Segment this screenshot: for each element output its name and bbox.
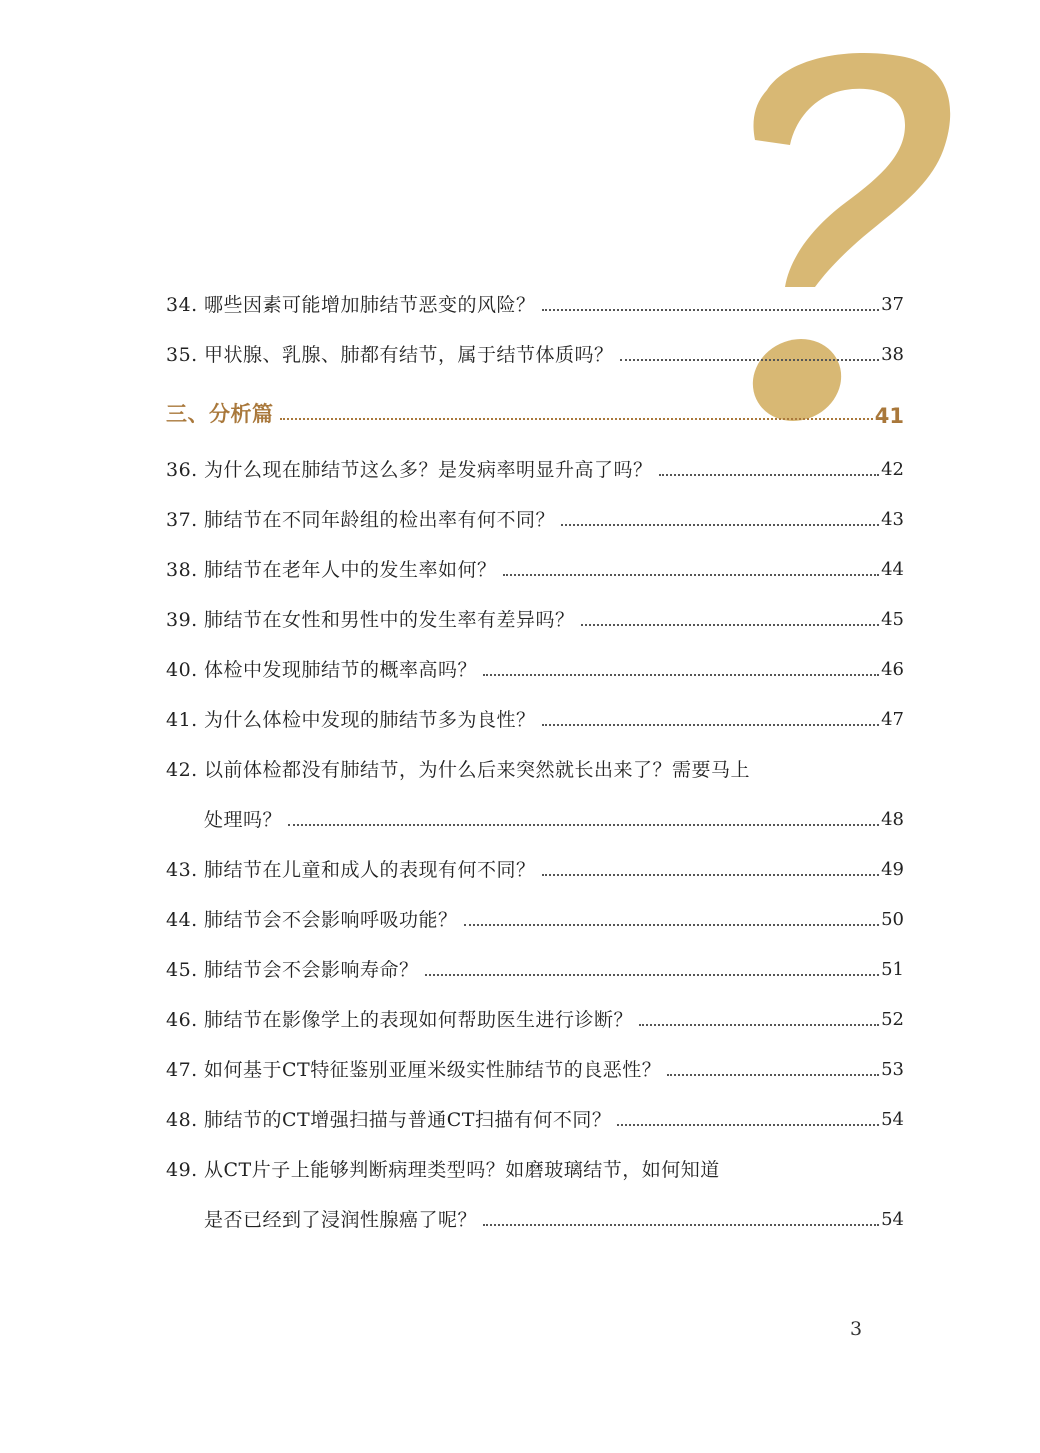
toc-entry-40[interactable] [166,649,904,683]
toc-entry-49[interactable] [166,1149,904,1183]
entry-title: 甲状腺、乳腺、肺都有结节，属于结节体质吗？ [204,344,614,366]
entry-number: 37. [166,509,198,531]
entry-title: 为什么现在肺结节这么多？是发病率明显升高了吗？ [204,459,653,481]
toc-entry-43[interactable] [166,849,904,883]
dot-leader [483,672,879,676]
entry-title: 肺结节会不会影响寿命？ [204,959,419,981]
entry-number: 40. [166,659,198,681]
entry-title: 以前体检都没有肺结节，为什么后来突然就长出来了？需要马上 [204,759,751,781]
entry-title: 从CT片子上能够判断病理类型吗？如磨玻璃结节，如何知道 [204,1159,720,1181]
toc-entry-42[interactable] [166,749,904,783]
entry-title: 肺结节在女性和男性中的发生率有差异吗？ [204,609,575,631]
entry-number: 49. [166,1159,198,1181]
dot-leader [464,922,880,926]
entry-page: 52 [881,1009,904,1030]
toc-entry-39[interactable] [166,599,904,633]
toc-entry-37[interactable] [166,499,904,533]
entry-title: 体检中发现肺结节的概率高吗？ [204,659,478,681]
section-heading[interactable] [166,394,904,428]
entry-number: 42. [166,759,198,781]
page-number: 3 [850,1318,863,1340]
entry-title: 肺结节在老年人中的发生率如何？ [204,559,497,581]
entry-page: 37 [881,294,904,315]
entry-title: 肺结节在影像学上的表现如何帮助医生进行诊断？ [204,1009,634,1031]
toc-entry-48[interactable] [166,1099,904,1133]
entry-page: 51 [881,959,904,980]
entry-title: 如何基于CT特征鉴别亚厘米级实性肺结节的良恶性？ [204,1059,662,1081]
entry-number: 41. [166,709,198,731]
dot-leader [425,972,880,976]
entry-page: 50 [881,909,904,930]
entry-title: 肺结节会不会影响呼吸功能？ [204,909,458,931]
toc-entry-46[interactable] [166,999,904,1033]
dot-leader [617,1122,879,1126]
entry-page: 38 [881,344,904,365]
entry-number: 48. [166,1109,198,1131]
dot-leader [542,722,880,726]
section-page: 41 [874,404,904,428]
dot-leader [503,572,880,576]
entry-number: 36. [166,459,198,481]
entry-number: 47. [166,1059,198,1081]
entry-title: 为什么体检中发现的肺结节多为良性？ [204,709,536,731]
dot-leader [561,522,879,526]
dot-leader [542,307,880,311]
entry-page: 48 [881,809,904,830]
entry-title: 处理吗？ [204,809,283,831]
toc-entry-49-continued[interactable] [166,1199,904,1233]
toc-entry-41[interactable] [166,699,904,733]
entry-page: 45 [881,609,904,630]
entry-number: 35. [166,344,198,366]
dot-leader [542,872,880,876]
toc-entry-42-continued[interactable] [166,799,904,833]
entry-page: 43 [881,509,904,530]
entry-title: 肺结节在儿童和成人的表现有何不同？ [204,859,536,881]
dot-leader [288,822,879,826]
entry-page: 49 [881,859,904,880]
entry-title: 肺结节在不同年龄组的检出率有何不同？ [204,509,556,531]
dot-leader [483,1222,879,1226]
entry-page: 54 [881,1109,904,1130]
entry-number: 39. [166,609,198,631]
entry-title: 哪些因素可能增加肺结节恶变的风险？ [204,294,536,316]
entry-page: 47 [881,709,904,730]
dot-leader [667,1072,879,1076]
entry-page: 53 [881,1059,904,1080]
entry-title: 是否已经到了浸润性腺癌了呢？ [204,1209,478,1231]
toc-entry-47[interactable] [166,1049,904,1083]
entry-page: 42 [881,459,904,480]
entry-number: 43. [166,859,198,881]
section-title: 三、分析篇 [166,402,274,426]
dot-leader [620,357,880,361]
dot-leader [581,622,880,626]
dot-leader [659,472,880,476]
entry-page: 54 [881,1209,904,1230]
entry-number: 45. [166,959,198,981]
entry-number: 38. [166,559,198,581]
entry-number: 34. [166,294,198,316]
dot-leader [639,1022,879,1026]
entry-number: 44. [166,909,198,931]
entry-page: 44 [881,559,904,580]
toc-entry-36[interactable] [166,449,904,483]
entry-page: 46 [881,659,904,680]
toc-entry-38[interactable] [166,549,904,583]
toc-entry-34[interactable] [166,284,904,318]
toc-entry-44[interactable] [166,899,904,933]
toc-entry-35[interactable] [166,334,904,368]
toc-entry-45[interactable] [166,949,904,983]
entry-number: 46. [166,1009,198,1031]
entry-title: 肺结节的CT增强扫描与普通CT扫描有何不同？ [204,1109,612,1131]
dot-leader [280,416,873,420]
